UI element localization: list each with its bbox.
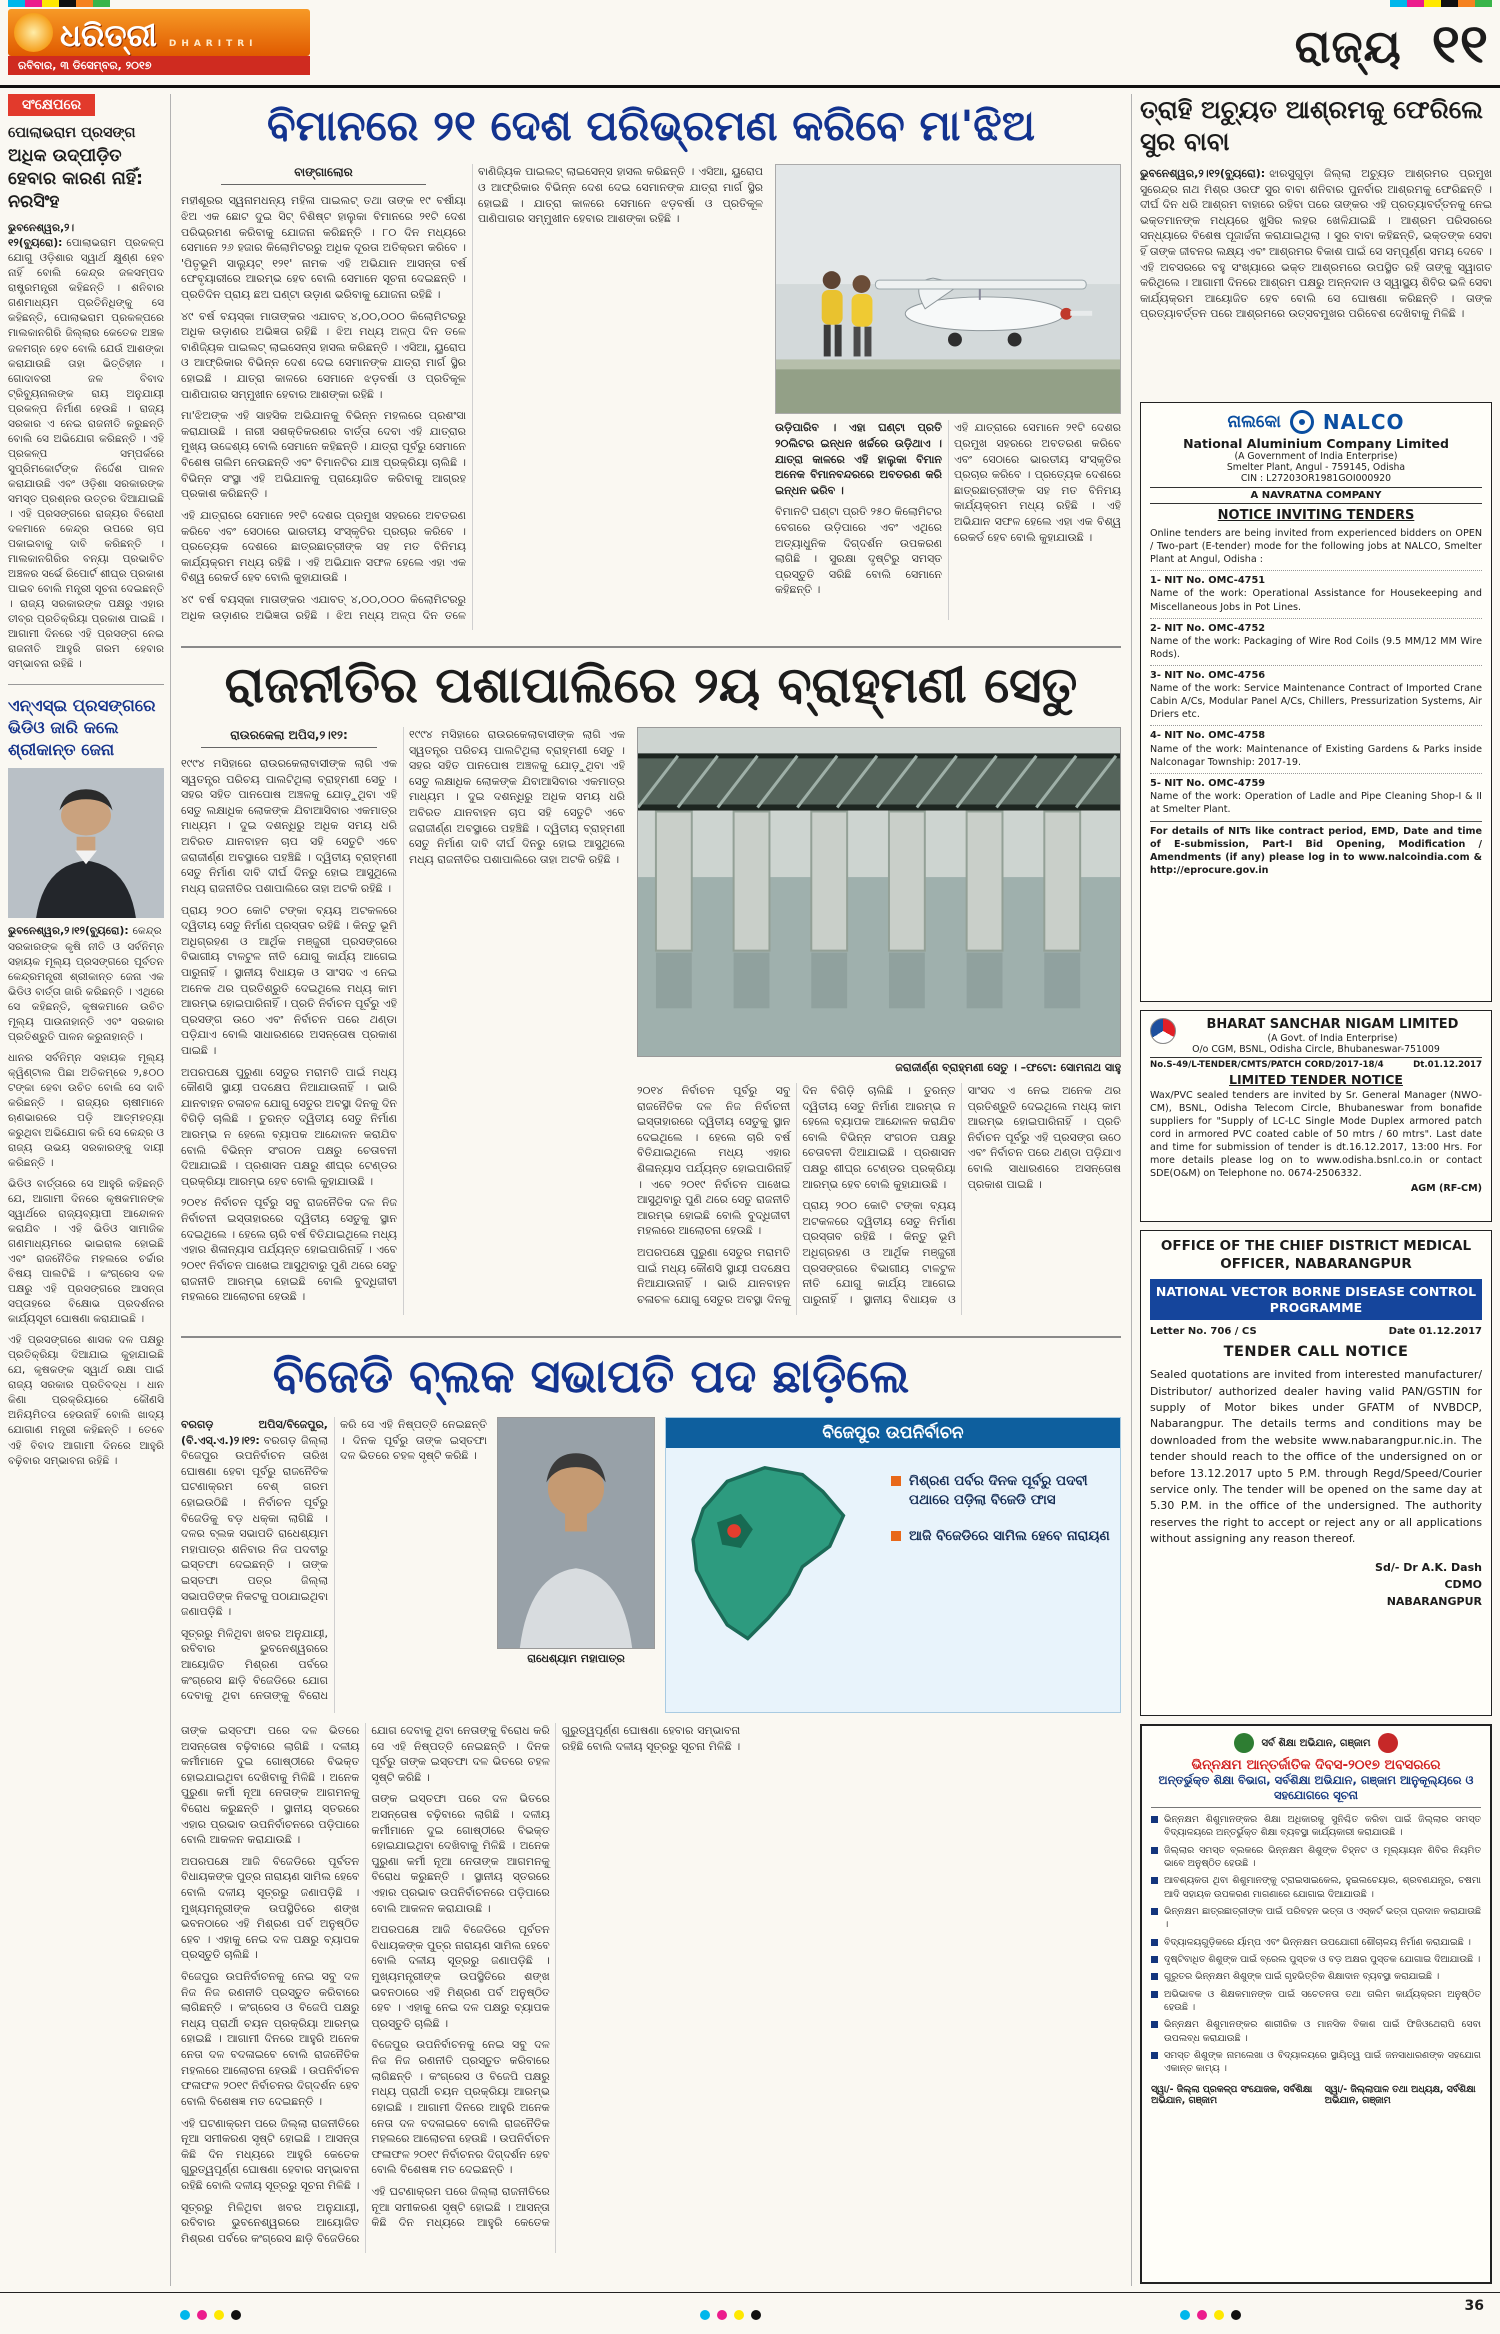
article-plane-tour — [181, 94, 1121, 646]
right-column — [1140, 94, 1492, 2286]
signature-place: NABARANGPUR — [1386, 1595, 1482, 1609]
bullet-square-icon — [1151, 2052, 1158, 2059]
company-subtitle: (A Government of India Enterprise) — [1234, 451, 1398, 462]
dateline: ଭୁବନେଶ୍ୱର,୨।୧୨(ବ୍ୟୁରୋ): — [8, 222, 75, 250]
nalco-emblem-icon — [1290, 410, 1314, 434]
notice-subtitle: ଅନ୍ତର୍ଭୁକ୍ତ ଶିକ୍ଷା ବିଭାଗ, ସର୍ବଶିକ୍ଷା ଅଭିଯାନ, ଗଞ୍ଜାମ ଆନୁକୂଲ୍ୟରେ ଓ ସହଯୋଗରେ ସୂଚନା — [1151, 1773, 1481, 1808]
company-subtitle: (A Govt. of India Enterprise) — [1267, 1032, 1398, 1044]
radheshyam-photo-block — [497, 1417, 655, 1713]
notice-bullet: ସମସ୍ତ ଶିଶୁଙ୍କ ନାମଲେଖା ଓ ବିଦ୍ୟାଳୟରେ ସ୍ଥାୟିତ୍ୱ ପାଇଁ ଜନସାଧାରଣଙ୍କ ସହଯୋଗ ଏକାନ୍ତ କାମ୍ୟ । — [1151, 2049, 1481, 2076]
notice-title: LIMITED TENDER NOTICE — [1229, 1072, 1403, 1087]
radheshyam-photo — [497, 1417, 655, 1649]
masthead-logo-box — [8, 9, 310, 56]
article-body: ୪୯ ବର୍ଷ ବୟସ୍କା ମାତାଙ୍କର ଏଯାବତ୍ ୪,୦୦,୦୦୦ କିଲୋମିଟରରୁ ଅଧିକ ଉଡ଼ାଣର ଅଭିଜ୍ଞତା ରହିଛି । ଝିଅ ମଧ୍ୟ ଅଳ୍ପ ଦିନ ତଳେ ବାଣିଜ୍ୟିକ ପାଇଲଟ୍ ଲାଇସେନ୍ସ ହାସଲ କରିଛନ୍ତି । ଏସିଆ, ୟୁରୋପ ଓ ଆଫ୍ରିକାର ବିଭିନ୍ନ ଦେଶ ଦେଇ ସେମାନଙ୍କ ଯାତ୍ରା ମାର୍ଗ ସ୍ଥିର ହୋଇଛି । ଯାତ୍ରା କାଳରେ ସେମାନେ ଝଡ଼ବର୍ଷା ଓ ପ୍ରତିକୂଳ ପାଣିପାଗର ସମ୍ମୁଖୀନ ହେବାର ଆଶଙ୍କା ରହିଛି । — [181, 309, 466, 401]
dateline: ଭୁବନେଶ୍ୱର,୨।୧୨(ବ୍ୟୁରୋ): — [1140, 167, 1266, 180]
article-body: ଅପରପକ୍ଷେ ପୁରୁଣା ସେତୁର ମରାମତି ପାଇଁ ମଧ୍ୟ କୌଣସି ସ୍ଥାୟୀ ପଦକ୍ଷେପ ନିଆଯାଉନାହିଁ । ଭାରି ଯାନବାହନ ଚଳାଚଳ ଯୋଗୁ ସେତୁର ଅବସ୍ଥା ଦିନକୁ ଦିନ ବିଗିଡ଼ି ଚାଲିଛି । ତୁରନ୍ତ ଦ୍ୱିତୀୟ ସେତୁ ନିର୍ମାଣ ଆରମ୍ଭ ନ ହେଲେ ବ୍ୟାପକ ଆନ୍ଦୋଳନ କରାଯିବ ବୋଲି ବିଭିନ୍ନ ସଂଗଠନ ପକ୍ଷରୁ ଚେତାବନୀ ଦିଆଯାଇଛି । ପ୍ରଶାସନ ପକ୍ଷରୁ ଶୀଘ୍ର ଟେଣ୍ଡର ପ୍ରକ୍ରିୟା ଆରମ୍ଭ ହେବ ବୋଲି କୁହାଯାଉଛି । — [637, 1084, 956, 1306]
article-body: ଭୁବନେଶ୍ୱର,୨।୧୨(ବ୍ୟୁରୋ): ଝାରସୁଗୁଡ଼ା ଜିଲ୍ଲା ଅଚ୍ୟୁତ ଆଶ୍ରମର ପ୍ରମୁଖ ସୁରେନ୍ଦ୍ର ନାଥ ମିଶ୍ର ଓରଫ ସୁର ବାବା ଶନିବାର ପୁନର୍ବାର ଆଶ୍ରମକୁ ଫେରିଛନ୍ତି । ଦୀର୍ଘ ଦିନ ଧରି ଆଶ୍ରମ ବାହାରେ ରହିବା ପରେ ତାଙ୍କର ଏହି ପ୍ରତ୍ୟାବର୍ତ୍ତନକୁ ନେଇ ଭକ୍ତମାନଙ୍କ ମଧ୍ୟରେ ଖୁସିର ଲହର ଖେଳିଯାଇଛି । ଆଶ୍ରମ ପରିସରରେ ସନ୍ଧ୍ୟାରେ ବିଶେଷ ପୂଜାର୍ଚ୍ଚନା କରାଯାଇଥିଲା । ସୁର ବାବା କହିଛନ୍ତି, ଭକ୍ତଙ୍କ ସେବା ହିଁ ତାଙ୍କ ଜୀବନର ଲକ୍ଷ୍ୟ ଏବଂ ଆଶ୍ରମର ବିକାଶ ପାଇଁ ସେ ସମ୍ପୂର୍ଣ୍ଣ ସମୟ ଦେବେ । ଏହି ଅବସରରେ ବହୁ ସଂଖ୍ୟାରେ ଭକ୍ତ ଆଶ୍ରମରେ ଉପସ୍ଥିତ ରହି ତାଙ୍କୁ ସ୍ୱାଗତ କରିଥିଲେ । ଆଗାମୀ ଦିନରେ ଆଶ୍ରମ ପକ୍ଷରୁ ଅନ୍ନଦାନ ଓ ସ୍ୱାସ୍ଥ୍ୟ ଶିବିର ଭଳି ସେବା କାର୍ଯ୍ୟକ୍ରମ ଆୟୋଜିତ ହେବ ବୋଲି ସେ ଘୋଷଣା କରିଛନ୍ତି । ତାଙ୍କ ପ୍ରତ୍ୟାବର୍ତ୍ତନ ପରେ ଆଶ୍ରମରେ ଉତ୍ସବମୁଖର ପରିବେଶ ଦେଖିବାକୁ ମିଳିଛି । — [1140, 167, 1492, 321]
print-registration-dots — [180, 2310, 241, 2320]
bullet-square-icon — [1151, 1991, 1158, 1998]
info-point: ମିଶ୍ରଣ ପର୍ବର ଦିନକ ପୂର୍ବରୁ ପଦବୀ ପଥାରେ ପଡ଼ିଲା ବିଜେଡି ଫାସ — [891, 1472, 1110, 1511]
article-body: ଭୁବନେଶ୍ୱର,୨।୧୨(ବ୍ୟୁରୋ): କେନ୍ଦ୍ର ସରକାରଙ୍କ କୃଷି ନୀତି ଓ ସର୍ବନିମ୍ନ ସହାୟକ ମୂଲ୍ୟ ପ୍ରସଙ୍ଗରେ ପୂର୍ବତନ କେନ୍ଦ୍ରମନ୍ତ୍ରୀ ଶ୍ରୀକାନ୍ତ ଜେନା ଏକ ଭିଡିଓ ବାର୍ତ୍ତା ଜାରି କରିଛନ୍ତି । ଏଥିରେ ସେ କହିଛନ୍ତି, କୃଷକମାନେ ଉଚିତ ମୂଲ୍ୟ ପାଉନାହାନ୍ତି ଏବଂ ସରକାର ପ୍ରତିଶ୍ରୁତି ପାଳନ କରୁନାହାନ୍ତି । — [8, 925, 164, 1043]
infographic-title: ବିଜେପୁର ଉପନିର୍ବାଚନ — [666, 1418, 1120, 1448]
edition-date: ରବିବାର, ୩ ଡିସେମ୍ବର, ୨୦୧୭ — [8, 56, 310, 75]
bullet-square-icon — [891, 1531, 901, 1541]
notice-title: ଭିନ୍ନକ୍ଷମ ଆନ୍ତର୍ଜାତିକ ଦିବସ-୨୦୧୭ ଅବସରରେ — [1191, 1757, 1441, 1773]
bullet-square-icon — [1151, 1956, 1158, 1963]
signature: AGM (RF-CM) — [1410, 1183, 1482, 1195]
article-body: ଭୁବନେଶ୍ୱର,୨।୧୨(ବ୍ୟୁରୋ): ପୋଲାଭରାମ ପ୍ରକଳ୍ପ ଯୋଗୁ ଓଡ଼ିଶାର ସ୍ୱାର୍ଥ କ୍ଷୁଣ୍ଣ ହେବ ନାହିଁ ବୋଲି କେନ୍ଦ୍ର ଜଳସମ୍ପଦ ରାଷ୍ଟ୍ରମନ୍ତ୍ରୀ କହିଛନ୍ତି । ଶନିବାର ଗଣମାଧ୍ୟମ ପ୍ରତିନିଧିଙ୍କୁ ସେ କହିଛନ୍ତି, ପୋଲାଭରାମ ପ୍ରକଳ୍ପରେ ମାଲକାନଗିରି ଜିଲ୍ଲାର କେତେକ ଅଞ୍ଚଳ ଜଳମଗ୍ନ ହେବ ବୋଲି ଯେଉଁ ଆଶଙ୍କା କରାଯାଉଛି ତାହା ଭିତ୍ତିହୀନ । ଗୋଦାବରୀ ଜଳ ବିବାଦ ଟ୍ରିବ୍ୟୁନାଲଙ୍କ ରାୟ ଅନୁଯାୟୀ ପ୍ରକଳ୍ପ ନିର୍ମାଣ ହେଉଛି । ରାଜ୍ୟ ସରକାର ଏ ନେଇ ରାଜନୀତି କରୁଛନ୍ତି ବୋଲି ସେ ଅଭିଯୋଗ କରିଛନ୍ତି । ଏହି ପ୍ରକଳ୍ପ ସମ୍ପର୍କରେ ସୁପ୍ରିମକୋର୍ଟଙ୍କ ନିର୍ଦ୍ଦେଶ ପାଳନ କରାଯାଉଛି ଏବଂ ଓଡ଼ିଶା ସରକାରଙ୍କ ସମସ୍ତ ପ୍ରଶ୍ନର ଉତ୍ତର ଦିଆଯାଇଛି । ଏହି ପ୍ରସଙ୍ଗରେ ରାଜ୍ୟର ବିରୋଧୀ ଦଳମାନେ କେନ୍ଦ୍ର ଉପରେ ଚାପ ପକାଇବାକୁ ଦାବି କରିଛନ୍ତି । ମାଲକାନଗିରିର ବନ୍ୟା ପ୍ରଭାବିତ ଅଞ୍ଚଳର ସର୍ଭେ ରିପୋର୍ଟ ଶୀଘ୍ର ପ୍ରକାଶ ପାଇବ ବୋଲି ମନ୍ତ୍ରୀ ସୂଚନା ଦେଇଛନ୍ତି । ରାଜ୍ୟ ସରକାରଙ୍କ ପକ୍ଷରୁ ଏହାର ତୀବ୍ର ପ୍ରତିକ୍ରିୟା ପ୍ରକାଶ ପାଇଛି । ଆଗାମୀ ଦିନରେ ଏହି ପ୍ରସଙ୍ଗ ନେଇ ରାଜନୀତି ଆହୁରି ଗରମ ହେବାର ସମ୍ଭାବନା ରହିଛି । — [8, 222, 164, 671]
office-line: O/o CGM, BSNL, Odisha Circle, Bhubaneswar-751009 — [1150, 1044, 1482, 1058]
masthead — [8, 9, 310, 75]
brief-article-polavaram — [8, 125, 164, 672]
article-body: ସୂତ୍ରରୁ ମିଳିଥିବା ଖବର ଅନୁଯାୟୀ, ରବିବାର ଭୁବନେଶ୍ୱରରେ ଆୟୋଜିତ ମିଶ୍ରଣ ପର୍ବରେ କଂଗ୍ରେସ ଛାଡ଼ି ବିଜେଡିରେ ଯୋଗ ଦେବାକୁ ଥିବା ନେତାଙ୍କୁ ବିରୋଧ କରି ସେ ଏହି ନିଷ୍ପତ୍ତି ନେଇଛନ୍ତି । ଦିନକ ପୂର୍ବରୁ ତାଙ୍କ ଇସ୍ତଫା ଦଳ ଭିତରେ ଚହଳ ସୃଷ୍ଟି କରିଛି । — [181, 1417, 487, 1703]
notice-bullet: ଭିନ୍ନକ୍ଷମ ଶିଶୁମାନଙ୍କର ଶାରୀରିକ ଓ ମାନସିକ ବିକାଶ ପାଇଁ ଫିଜିଓଥେରାପି ସେବା ଉପଲବ୍ଧ କରାଯାଉଛି । — [1151, 2018, 1481, 2045]
dateline: ବାଙ୍ଗାଲୋର — [221, 164, 426, 185]
brahmani-bridge-photo — [637, 727, 1121, 1057]
letter-number: Letter No. 706 / CS — [1150, 1326, 1257, 1338]
info-point: ଆଜି ବିଜେଡିରେ ସାମିଲ ହେବେ ନାରାୟଣ — [891, 1527, 1110, 1547]
paper-name-latin: DHARITRI — [168, 39, 258, 49]
bsnl-tender-notice — [1140, 1010, 1492, 1222]
article-kicker: ପୋଲାଭରାମ ପ୍ରସଙ୍ଗ — [8, 125, 136, 141]
photo-caption: ରାଧେଶ୍ୟାମ ମହାପାତ୍ର — [527, 1651, 625, 1665]
notice-bullet: ଜିଲ୍ଲାର ସମସ୍ତ ବ୍ଲକରେ ଭିନ୍ନକ୍ଷମ ଶିଶୁଙ୍କ ଚିହ୍ନଟ ଓ ମୂଲ୍ୟାୟନ ଶିବିର ନିୟମିତ ଭାବେ ଅନୁଷ୍ଠିତ ହେଉଛି । — [1151, 1844, 1481, 1871]
bullet-square-icon — [1151, 1908, 1158, 1915]
article-body: ବରଗଡ଼ ଅପିସ/ବିଜେପୁର,(ବି.ଏସ୍.ଏ.)୨।୧୨: ବରଗଡ଼ ଜିଲ୍ଲା ବିଜେପୁର ଉପନିର୍ବାଚନ ତାରିଖ ଘୋଷଣା ହେବା ପୂର୍ବରୁ ରାଜନୈତିକ ଘଟଣାକ୍ରମ ବେଶ୍ ଗରମ ହୋଇଉଠିଛି । ନିର୍ବାଚନ ପୂର୍ବରୁ ବିଜେଡିକୁ ବଡ଼ ଧକ୍କା ଲାଗିଛି । ଦଳର ବ୍ଲକ ସଭାପତି ରାଧେଶ୍ୟାମ ମହାପାତ୍ର ଶନିବାର ନିଜ ପଦବୀରୁ ଇସ୍ତଫା ଦେଇଛନ୍ତି । ତାଙ୍କ ଇସ୍ତଫା ପତ୍ର ଜିଲ୍ଲା ସଭାପତିଙ୍କ ନିକଟକୁ ପଠାଯାଇଥିବା ଜଣାପଡ଼ିଛି । — [181, 1417, 328, 1619]
bullet-square-icon — [1151, 1973, 1158, 1980]
article-body: ୪୯ ବର୍ଷ ବୟସ୍କା ମାତାଙ୍କର ଏଯାବତ୍ ୪,୦୦,୦୦୦ କିଲୋମିଟରରୁ ଅଧିକ ଉଡ଼ାଣର ଅଭିଜ୍ଞତା ରହିଛି । ଝିଅ ମଧ୍ୟ ଅଳ୍ପ ଦିନ ତଳେ ବାଣିଜ୍ୟିକ ପାଇଲଟ୍ ଲାଇସେନ୍ସ ହାସଲ କରିଛନ୍ତି । ଏସିଆ, ୟୁରୋପ ଓ ଆଫ୍ରିକାର ବିଭିନ୍ନ ଦେଶ ଦେଇ ସେମାନଙ୍କ ଯାତ୍ରା ମାର୍ଗ ସ୍ଥିର ହୋଇଛି । ଯାତ୍ରା କାଳରେ ସେମାନେ ଝଡ଼ବର୍ଷା ଓ ପ୍ରତିକୂଳ ପାଣିପାଗର ସମ୍ମୁଖୀନ ହେବାର ଆଶଙ୍କା ରହିଛି । — [181, 165, 763, 622]
article-brahmani-bridge — [181, 646, 1121, 1336]
article-body: ୨୦୧୪ ନିର୍ବାଚନ ପୂର୍ବରୁ ସବୁ ରାଜନୈତିକ ଦଳ ନିଜ ନିର୍ବାଚନୀ ଇସ୍ତାହାରରେ ଦ୍ୱିତୀୟ ସେତୁକୁ ସ୍ଥାନ ଦେଇଥିଲେ । ହେଲେ ଚାରି ବର୍ଷ ବିତିଯାଇଥିଲେ ମଧ୍ୟ ଏହାର ଶିଳାନ୍ୟାସ ପର୍ଯ୍ୟନ୍ତ ହୋଇପାରିନାହିଁ । ଏବେ ୨୦୧୯ ନିର୍ବାଚନ ପାଖେଇ ଆସୁଥିବାରୁ ପୁଣି ଥରେ ସେତୁ ରାଜନୀତି ଆରମ୍ଭ ହୋଇଛି ବୋଲି ବୁଦ୍ଧିଜୀବୀ ମହଲରେ ଆଲୋଚନା ହେଉଛି । — [181, 1196, 397, 1304]
nalco-latin-logo: NALCO — [1322, 410, 1405, 434]
tender-item: 3- NIT No. OMC-4756 Name of the work: Service Maintenance Contract of Imported Crane Cabin A/Cs, Modular Panel A/Cs, Chillers, Pressurization Systems, Air Driers etc. — [1150, 665, 1482, 721]
bsnl-logo-icon — [1150, 1018, 1176, 1044]
article-body: ପ୍ରାୟ ୨୦୦ କୋଟି ଟଙ୍କା ବ୍ୟୟ ଅଟକଳରେ ଦ୍ୱିତୀୟ ସେତୁ ନିର୍ମାଣ ପ୍ରସ୍ତାବ ରହିଛି । କିନ୍ତୁ ଭୂମି ଅଧିଗ୍ରହଣ ଓ ଆର୍ଥିକ ମଞ୍ଜୁରୀ ପ୍ରସଙ୍ଗରେ ବିଭାଗୀୟ ଟାଳଟୁଳ ନୀତି ଯୋଗୁ କାର୍ଯ୍ୟ ଆଗେଇ ପାରୁନାହିଁ । ସ୍ଥାନୀୟ ବିଧାୟକ ଓ ସାଂସଦ ଏ ନେଇ ଅନେକ ଥର ପ୍ରତିଶ୍ରୁତି ଦେଇଥିଲେ ମଧ୍ୟ କାମ ଆରମ୍ଭ ହୋଇପାରିନାହିଁ । ପ୍ରତି ନିର୍ବାଚନ ପୂର୍ବରୁ ଏହି ପ୍ରସଙ୍ଗ ଉଠେ ଏବଂ ନିର୍ବାଚନ ପରେ ଥଣ୍ଡା ପଡ଼ିଯାଏ ବୋଲି ସାଧାରଣରେ ଅସନ୍ତୋଷ ପ୍ରକାଶ ପାଇଛି । — [802, 1084, 1121, 1306]
cdmo-tender-notice — [1140, 1230, 1492, 1716]
article-body: ମହୀଶୂରର ସ୍ୱନାମଧନ୍ୟ ମହିଳା ପାଇଲଟ୍ ତଥା ତାଙ୍କ ୧୯ ବର୍ଷୀୟା ଝିଅ ଏକ ଛୋଟ ଦୁଇ ସିଟ୍ ବିଶିଷ୍ଟ ହାଲୁକା ବିମାନରେ ୨୧ଟି ଦେଶ ପରିଭ୍ରମଣ କରିବାକୁ ଯୋଜନା କରିଛନ୍ତି । ୮୦ ଦିନ ମଧ୍ୟରେ ସେମାନେ ୨୬ ହଜାର କିଲୋମିଟରରୁ ଅଧିକ ଦୂରତା ଅତିକ୍ରମ କରିବେ । 'ପିତୃଭୂମି ସାଲ୍ୟୁଟ୍ ୧୨୧' ନାମକ ଏହି ଅଭିଯାନ ଆସନ୍ତା ବର୍ଷ ଫେବୃୟାରୀରେ ଆରମ୍ଭ ହେବ ବୋଲି ସେମାନେ ସୂଚନା ଦେଇଛନ୍ତି । ପ୍ରତିଦିନ ପ୍ରାୟ ଛଅ ଘଣ୍ଟା ଉଡ଼ାଣ ଭରିବାକୁ ଯୋଜନା ରହିଛି । — [181, 194, 466, 301]
office-name: OFFICE OF THE CHIEF DISTRICT MEDICAL OFFICER, NABARANGPUR — [1160, 1238, 1472, 1272]
nalco-odia-logo: ନାଲକୋ — [1227, 412, 1281, 432]
article-body: ବିଜେପୁର ଉପନିର୍ବାଚନକୁ ନେଇ ସବୁ ଦଳ ନିଜ ନିଜ ରଣନୀତି ପ୍ରସ୍ତୁତ କରିବାରେ ଲାଗିଛନ୍ତି । କଂଗ୍ରେସ ଓ ବିଜେପି ପକ୍ଷରୁ ମଧ୍ୟ ପ୍ରାର୍ଥୀ ଚୟନ ପ୍ରକ୍ରିୟା ଆରମ୍ଭ ହୋଇଛି । ଆଗାମୀ ଦିନରେ ଆହୁରି ଅନେକ ନେତା ଦଳ ବଦଳାଇବେ ବୋଲି ରାଜନୈତିକ ମହଲରେ ଆଲୋଚନା ହେଉଛି । ଉପନିର୍ବାଚନ ଫଳାଫଳ ୨୦୧୯ ନିର୍ବାଚନର ଦିଗ୍‌ଦର୍ଶନ ହେବ ବୋଲି ବିଶେଷଜ୍ଞ ମତ ଦେଇଛନ୍ତି । — [181, 1970, 360, 2108]
bijepur-infographic — [665, 1417, 1121, 1713]
tender-item: 4- NIT No. OMC-4758 Name of the work: Maintenance of Existing Gardens & Parks inside Nalconagar Township: 2017-19. — [1150, 725, 1482, 768]
article-body: ତାଙ୍କ ଇସ୍ତଫା ପରେ ଦଳ ଭିତରେ ଅସନ୍ତୋଷ ବଢ଼ିବାରେ ଲାଗିଛି । ଦଳୀୟ କର୍ମୀମାନେ ଦୁଇ ଗୋଷ୍ଠୀରେ ବିଭକ୍ତ ହୋଇଯାଇଥିବା ଦେଖିବାକୁ ମିଳିଛି । ଅନେକ ପୁରୁଣା କର୍ମୀ ନୂଆ ନେତାଙ୍କ ଆଗମନକୁ ବିରୋଧ କରୁଛନ୍ତି । ସ୍ଥାନୀୟ ସ୍ତରରେ ଏହାର ପ୍ରଭାବ ଉପନିର୍ବାଚନରେ ପଡ଼ିପାରେ ବୋଲି ଆକଳନ କରାଯାଉଛି । — [371, 1792, 550, 1915]
signature-left: ସ୍ୱା/- ଜିଲ୍ଲା ପ୍ରକଳ୍ପ ସଂଯୋଜକ, ସର୍ବଶିକ୍ଷା ଅଭିଯାନ, ଗଞ୍ଜାମ — [1151, 2083, 1313, 2106]
bullet-square-icon — [1151, 1847, 1158, 1854]
footer-rule — [0, 2292, 1500, 2293]
notice-intro: Online tenders are being invited from experienced bidders on OPEN / Two-part (E-tender) mode for the following jobs at NALCO, Smelter Plant at Angul, Odisha : — [1150, 528, 1482, 566]
article-bjd-resignation — [181, 1336, 1121, 2274]
article-body: ଏହି ପ୍ରସଙ୍ଗରେ ଶାସକ ଦଳ ପକ୍ଷରୁ ପ୍ରତିକ୍ରିୟା ଦିଆଯାଇ କୁହାଯାଇଛି ଯେ, କୃଷକଙ୍କ ସ୍ୱାର୍ଥ ରକ୍ଷା ପାଇଁ ରାଜ୍ୟ ସରକାର ପ୍ରତିବଦ୍ଧ । ଧାନ କିଣା ପ୍ରକ୍ରିୟାରେ କୌଣସି ଅନିୟମିତତା ହେଉନାହିଁ ବୋଲି ଖାଦ୍ୟ ଯୋଗାଣ ମନ୍ତ୍ରୀ କହିଛନ୍ତି । ତେବେ ଏହି ବିବାଦ ଆଗାମୀ ଦିନରେ ଆହୁରି ବଢ଼ିବାର ସମ୍ଭାବନା ରହିଛି । — [8, 1334, 164, 1467]
print-registration-bar-right — [1390, 0, 1492, 7]
sun-logo-icon — [14, 13, 53, 52]
company-cin: CIN : L27203OR1981GOI000920 — [1240, 473, 1392, 484]
brief-column — [8, 94, 164, 2286]
article-body: ତାଙ୍କ ଇସ୍ତଫା ପରେ ଦଳ ଭିତରେ ଅସନ୍ତୋଷ ବଢ଼ିବାରେ ଲାଗିଛି । ଦଳୀୟ କର୍ମୀମାନେ ଦୁଇ ଗୋଷ୍ଠୀରେ ବିଭକ୍ତ ହୋଇଯାଇଥିବା ଦେଖିବାକୁ ମିଳିଛି । ଅନେକ ପୁରୁଣା କର୍ମୀ ନୂଆ ନେତାଙ୍କ ଆଗମନକୁ ବିରୋଧ କରୁଛନ୍ତି । ସ୍ଥାନୀୟ ସ୍ତରରେ ଏହାର ପ୍ରଭାବ ଉପନିର୍ବାଚନରେ ପଡ଼ିପାରେ ବୋଲି ଆକଳନ କରାଯାଉଛି । — [181, 1723, 360, 1847]
article-body: ଅପରପକ୍ଷେ ଆଜି ବିଜେଡିରେ ପୂର୍ବତନ ବିଧାୟକଙ୍କ ପୁତ୍ର ନାରାୟଣ ସାମିଲ ହେବେ ବୋଲି ଦଳୀୟ ସୂତ୍ରରୁ ଜଣାପଡ଼ିଛି । ମୁଖ୍ୟମନ୍ତ୍ରୀଙ୍କ ଉପସ୍ଥିତିରେ ଶଙ୍ଖ ଭବନଠାରେ ଏହି ମିଶ୍ରଣ ପର୍ବ ଅନୁଷ୍ଠିତ ହେବ । ଏହାକୁ ନେଇ ଦଳ ପକ୍ଷରୁ ବ୍ୟାପକ ପ୍ରସ୍ତୁତି ଚାଲିଛି । — [371, 1923, 550, 2030]
notice-bullet: ବିଦ୍ୟାଳୟଗୁଡ଼ିକରେ ର୍ୟାମ୍ପ ଏବଂ ଭିନ୍ନକ୍ଷମ ଉପଯୋଗୀ ଶୌଚାଳୟ ନିର୍ମାଣ କରାଯାଇଛି । — [1151, 1936, 1481, 1949]
print-page-number: 36 — [1464, 2298, 1484, 2314]
signature-name: Sd/- Dr A.K. Dash — [1375, 1561, 1482, 1575]
article-body: ବିମାନଟି ଘଣ୍ଟା ପ୍ରତି ୨୫୦ କିଲୋମିଟର ବେଗରେ ଉଡ଼ିପାରେ ଏବଂ ଏଥିରେ ଅତ୍ୟାଧୁନିକ ଦିଗ୍‌ଦର୍ଶନ ଉପକରଣ ଲାଗିଛି । ସୁରକ୍ଷା ଦୃଷ୍ଟିରୁ ସମସ୍ତ ପ୍ରସ୍ତୁତି ସରିଛି ବୋଲି ସେମାନେ କହିଛନ୍ତି । — [775, 505, 942, 597]
company-name: National Aluminium Company Limited — [1183, 436, 1449, 451]
navratna-line: A NAVRATNA COMPANY — [1150, 487, 1482, 504]
article-body: ୧୯୯୪ ମସିହାରେ ରାଉରକେଲାବାସୀଙ୍କ ଲାଗି ଏକ ସ୍ୱତନ୍ତ୍ର ପରିଚୟ ପାଲଟିଥିଲା ବ୍ରାହ୍ମଣୀ ସେତୁ । ସହର ସହିତ ପାନପୋଷ ଅଞ୍ଚଳକୁ ଯୋଡ଼ୁଥିବା ଏହି ସେତୁ ଲକ୍ଷାଧିକ ଲୋକଙ୍କ ଯିବାଆସିବାର ଏକମାତ୍ର ମାଧ୍ୟମ । ଦୁଇ ଦଶନ୍ଧିରୁ ଅଧିକ ସମୟ ଧରି ଅବିରତ ଯାନବାହନ ଚାପ ସହି ସେତୁଟି ଏବେ ଜରାଜୀର୍ଣ୍ଣ ଅବସ୍ଥାରେ ପହଞ୍ଚିଛି । ଦ୍ୱିତୀୟ ବ୍ରାହ୍ମଣୀ ସେତୁ ନିର୍ମାଣ ଦାବି ଦୀର୍ଘ ଦିନରୁ ହୋଇ ଆସୁଥିଲେ ମଧ୍ୟ ରାଜନୀତିର ପଶାପାଲିରେ ତାହା ଅଟକି ରହିଛି । — [409, 728, 625, 866]
notice-footer: For details of NITs like contract period, EMD, Date and time of E-submission, Part-I Bid Opening, Modification / Amendments (if any) please log in to www.nalcoindia.com & http://eprocure.gov.in — [1150, 821, 1482, 877]
photo-caption: ଜରାଜୀର୍ଣ୍ଣ ବ୍ରାହ୍ମଣୀ ସେତୁ । –ଫଟୋ: ସୋମନାଥ ସାହୁ — [895, 1061, 1121, 1074]
district-logo-icon — [1378, 1733, 1398, 1753]
section-page-number: ୧୧ — [1431, 12, 1488, 75]
bullet-square-icon — [1151, 1877, 1158, 1884]
aircraft-photo — [775, 164, 1121, 414]
article-body: ଅପରପକ୍ଷେ ପୁରୁଣା ସେତୁର ମରାମତି ପାଇଁ ମଧ୍ୟ କୌଣସି ସ୍ଥାୟୀ ପଦକ୍ଷେପ ନିଆଯାଉନାହିଁ । ଭାରି ଯାନବାହନ ଚଳାଚଳ ଯୋଗୁ ସେତୁର ଅବସ୍ଥା ଦିନକୁ ଦିନ ବିଗିଡ଼ି ଚାଲିଛି । ତୁରନ୍ତ ଦ୍ୱିତୀୟ ସେତୁ ନିର୍ମାଣ ଆରମ୍ଭ ନ ହେଲେ ବ୍ୟାପକ ଆନ୍ଦୋଳନ କରାଯିବ ବୋଲି ବିଭିନ୍ନ ସଂଗଠନ ପକ୍ଷରୁ ଚେତାବନୀ ଦିଆଯାଇଛି । ପ୍ରଶାସନ ପକ୍ଷରୁ ଶୀଘ୍ର ଟେଣ୍ଡର ପ୍ରକ୍ରିୟା ଆରମ୍ଭ ହେବ ବୋଲି କୁହାଯାଉଛି । — [181, 1065, 397, 1188]
bullet-square-icon — [891, 1476, 901, 1486]
print-registration-bar-left — [8, 0, 110, 7]
nalco-tender-notice — [1140, 402, 1492, 1002]
company-address: Smelter Plant, Angul - 759145, Odisha — [1226, 462, 1406, 473]
article-body: ଅପରପକ୍ଷେ ଆଜି ବିଜେଡିରେ ପୂର୍ବତନ ବିଧାୟକଙ୍କ ପୁତ୍ର ନାରାୟଣ ସାମିଲ ହେବେ ବୋଲି ଦଳୀୟ ସୂତ୍ରରୁ ଜଣାପଡ଼ିଛି । ମୁଖ୍ୟମନ୍ତ୍ରୀଙ୍କ ଉପସ୍ଥିତିରେ ଶଙ୍ଖ ଭବନଠାରେ ଏହି ମିଶ୍ରଣ ପର୍ବ ଅନୁଷ୍ଠିତ ହେବ । ଏହାକୁ ନେଇ ଦଳ ପକ୍ଷରୁ ବ୍ୟାପକ ପ୍ରସ୍ତୁତି ଚାଲିଛି । — [181, 1854, 360, 1962]
notice-body: Sealed quotations are invited from interested manufacturer/ Distributor/ authorized dealer having valid PAN/GSTIN for supply of Motor bikes under GFATM of NVBDCP, Nabarangpur. The details terms and conditions may be downloaded from the website www.nabarangpur.nic.in. The tender should reach to the office of the undersigned on or before 13.12.2017 upto 5 P.M. through Regd/Speed/Courier service only. The tender will be opened on the same day at 5.30 P.M. in the office of the undersigned. The authority reserves the right to accept or reject any or all applications without assigning any reason thereof. — [1150, 1368, 1482, 1545]
article-body: ସୂତ୍ରରୁ ମିଳିଥିବା ଖବର ଅନୁଯାୟୀ, ରବିବାର ଭୁବନେଶ୍ୱରରେ ଆୟୋଜିତ ମିଶ୍ରଣ ପର୍ବରେ କଂଗ୍ରେସ ଛାଡ଼ି ବିଜେଡିରେ ଯୋଗ ଦେବାକୁ ଥିବା ନେତାଙ୍କୁ ବିରୋଧ କରି ସେ ଏହି ନିଷ୍ପତ୍ତି ନେଇଛନ୍ତି । ଦିନକ ପୂର୍ବରୁ ତାଙ୍କ ଇସ୍ତଫା ଦଳ ଭିତରେ ଚହଳ ସୃଷ୍ଟି କରିଛି । — [181, 1723, 550, 2245]
article-headline: ଅଧିକ ଉଦ୍‌ପୀଡ଼ିତ ହେବାର କାରଣ ନାହିଁ: ନରସିଂହ — [8, 146, 144, 212]
brief-section-label: ସଂକ୍ଷେପରେ — [8, 94, 95, 116]
article-headline: ରାଜନୀତିର ପଶାପାଲିରେ ୨ୟ ବ୍ରାହ୍ମଣୀ ସେତୁ — [224, 656, 1078, 714]
section-label: ରାଜ୍ୟ — [1294, 20, 1402, 73]
article-sura-baba — [1140, 94, 1492, 394]
article-body: ଧାନର ସର୍ବନିମ୍ନ ସହାୟକ ମୂଲ୍ୟ କ୍ୱିଣ୍ଟାଲ ପିଛା ଅତିକମ୍‌ରେ ୨,୫୦୦ ଟଙ୍କା ହେବା ଉଚିତ ବୋଲି ସେ ଦାବି କରିଛନ୍ତି । ରାଜ୍ୟର ଚାଷୀମାନେ ଋଣଭାରରେ ପଡ଼ି ଆତ୍ମହତ୍ୟା କରୁଥିବା ଅଭିଯୋଗ କରି ସେ କେନ୍ଦ୍ର ଓ ରାଜ୍ୟ ଉଭୟ ସରକାରଙ୍କୁ ଦାୟୀ କରିଛନ୍ତି । — [8, 1051, 164, 1169]
programme-banner: NATIONAL VECTOR BORNE DISEASE CONTROL PROGRAMME — [1150, 1279, 1482, 1320]
notice-date: Dt.01.12.2017 — [1413, 1060, 1482, 1070]
notice-date: Date 01.12.2017 — [1388, 1326, 1482, 1338]
print-registration-dots — [700, 2310, 761, 2320]
article-headline: ଏନ୍‌ଏସ୍‌ଇ ପ୍ରସଙ୍ଗରେ ଭିଡିଓ ଜାରି କଲେ ଶ୍ରୀକାନ୍ତ ଜେନା — [8, 684, 164, 760]
brief-article-jena — [8, 684, 164, 1468]
signature-right: ସ୍ୱା/- ଜିଲ୍ଲାପାଳ ତଥା ଅଧ୍ୟକ୍ଷ, ସର୍ବଶିକ୍ଷା ଅଭିଯାନ, ଗଞ୍ଜାମ — [1324, 2083, 1476, 2106]
article-body: ଭିଡିଓ ବାର୍ତ୍ତାରେ ସେ ଆହୁରି କହିଛନ୍ତି ଯେ, ଆଗାମୀ ଦିନରେ କୃଷକମାନଙ୍କ ସ୍ୱାର୍ଥରେ ରାଜ୍ୟବ୍ୟାପୀ ଆନ୍ଦୋଳନ କରାଯିବ । ଏହି ଭିଡିଓ ସାମାଜିକ ଗଣମାଧ୍ୟମରେ ଭାଇରାଲ ହୋଇଛି ଏବଂ ରାଜନୈ‌ତିକ ମହଲରେ ଚର୍ଚ୍ଚାର ବିଷୟ ପାଲଟିଛି । କଂଗ୍ରେସ ଦଳ ପକ୍ଷରୁ ଏହି ପ୍ରସଙ୍ଗରେ ଆସନ୍ତା ସପ୍ତାହରେ ବିକ୍ଷୋଭ ପ୍ରଦର୍ଶନର କାର୍ଯ୍ୟସୂଚୀ ଘୋଷଣା କରାଯାଇଛି । — [8, 1177, 164, 1326]
article-body: ପ୍ରାୟ ୨୦୦ କୋଟି ଟଙ୍କା ବ୍ୟୟ ଅଟକଳରେ ଦ୍ୱିତୀୟ ସେତୁ ନିର୍ମାଣ ପ୍ରସ୍ତାବ ରହିଛି । କିନ୍ତୁ ଭୂମି ଅଧିଗ୍ରହଣ ଓ ଆର୍ଥିକ ମଞ୍ଜୁରୀ ପ୍ରସଙ୍ଗରେ ବିଭାଗୀୟ ଟାଳଟୁଳ ନୀତି ଯୋଗୁ କାର୍ଯ୍ୟ ଆଗେଇ ପାରୁନାହିଁ । ସ୍ଥାନୀୟ ବିଧାୟକ ଓ ସାଂସଦ ଏ ନେଇ ଅନେକ ଥର ପ୍ରତିଶ୍ରୁତି ଦେଇଥିଲେ ମଧ୍ୟ କାମ ଆରମ୍ଭ ହୋଇପାରିନାହିଁ । ପ୍ରତି ନିର୍ବାଚନ ପୂର୍ବରୁ ଏହି ପ୍ରସଙ୍ଗ ଉଠେ ଏବଂ ନିର୍ବାଚନ ପରେ ଥଣ୍ଡା ପଡ଼ିଯାଏ ବୋଲି ସାଧାରଣରେ ଅସନ୍ତୋଷ ପ୍ରକାଶ ପାଇଛି । — [181, 903, 397, 1057]
article-body: ୧୯୯୪ ମସିହାରେ ରାଉରକେଲାବାସୀଙ୍କ ଲାଗି ଏକ ସ୍ୱତନ୍ତ୍ର ପରିଚୟ ପାଲଟିଥିଲା ବ୍ରାହ୍ମଣୀ ସେତୁ । ସହର ସହିତ ପାନପୋଷ ଅଞ୍ଚଳକୁ ଯୋଡ଼ୁଥିବା ଏହି ସେତୁ ଲକ୍ଷାଧିକ ଲୋକଙ୍କ ଯିବାଆସିବାର ଏକମାତ୍ର ମାଧ୍ୟମ । ଦୁଇ ଦଶନ୍ଧିରୁ ଅଧିକ ସମୟ ଧରି ଅବିରତ ଯାନବାହନ ଚାପ ସହି ସେତୁଟି ଏବେ ଜରାଜୀର୍ଣ୍ଣ ଅବସ୍ଥାରେ ପହଞ୍ଚିଛି । ଦ୍ୱିତୀୟ ବ୍ରାହ୍ମଣୀ ସେତୁ ନିର୍ମାଣ ଦାବି ଦୀର୍ଘ ଦିନରୁ ହୋଇ ଆସୁଥିଲେ ମଧ୍ୟ ରାଜନୀତିର ପଶାପାଲିରେ ତାହା ଅଟକି ରହିଛି । — [181, 757, 397, 895]
notice-bullet: ଗୁରୁତର ଭିନ୍ନକ୍ଷମ ଶିଶୁଙ୍କ ପାଇଁ ଗୃହଭିତ୍ତିକ ଶିକ୍ଷାଦାନ ବ୍ୟବସ୍ଥା କରାଯାଇଛି । — [1151, 1970, 1481, 1983]
page-header — [0, 0, 1500, 88]
dateline: ବରଗଡ଼ ଅପିସ/ବିଜେପୁର,(ବି.ଏସ୍.ଏ.)୨।୧୨: — [181, 1417, 328, 1447]
bullet-square-icon — [1151, 2021, 1158, 2028]
notice-top-line: ସର୍ବ ଶିକ୍ଷା ଅଭିଯାନ, ଗଞ୍ଜାମ — [1261, 1737, 1371, 1749]
notice-bullet: ଦୃଷ୍ଟିବାଧିତ ଶିଶୁଙ୍କ ପାଇଁ ବ୍ରେଲ ପୁସ୍ତକ ଓ ବଡ଼ ଅକ୍ଷର ପୁସ୍ତକ ଯୋଗାଇ ଦିଆଯାଉଛି । — [1151, 1953, 1481, 1966]
notice-title: TENDER CALL NOTICE — [1223, 1344, 1409, 1361]
reference-number: No.S-49/L-TENDER/CMTS/PATCH CORD/2017-18/4 — [1150, 1060, 1384, 1070]
article-body: ବିଜେପୁର ଉପନିର୍ବାଚନକୁ ନେଇ ସବୁ ଦଳ ନିଜ ନିଜ ରଣନୀତି ପ୍ରସ୍ତୁତ କରିବାରେ ଲାଗିଛନ୍ତି । କଂଗ୍ରେସ ଓ ବିଜେପି ପକ୍ଷରୁ ମଧ୍ୟ ପ୍ରାର୍ଥୀ ଚୟନ ପ୍ରକ୍ରିୟା ଆରମ୍ଭ ହୋଇଛି । ଆଗାମୀ ଦିନରେ ଆହୁରି ଅନେକ ନେତା ଦଳ ବଦଳାଇବେ ବୋଲି ରାଜନୈତିକ ମହଲରେ ଆଲୋଚନା ହେଉଛି । ଉପନିର୍ବାଚନ ଫଳାଫଳ ୨୦୧୯ ନିର୍ବାଚନର ଦିଗ୍‌ଦର୍ଶନ ହେବ ବୋଲି ବିଶେଷଜ୍ଞ ମତ ଦେଇଛନ୍ତି । — [371, 2038, 550, 2177]
article-headline: ତ୍ରାହି ଅଚ୍ୟୁତ ଆଶ୍ରମକୁ ଫେରିଲେ ସୁର ବାବା — [1140, 95, 1484, 156]
ssa-logo-icon — [1234, 1733, 1254, 1753]
tender-item: 2- NIT No. OMC-4752 Name of the work: Packaging of Wire Rod Coils (9.5 MM/12 MM Wire Rods). — [1150, 618, 1482, 661]
article-body: ମା'ଝିଅଙ୍କ ଏହି ସାହସିକ ଅଭିଯାନକୁ ବିଭିନ୍ନ ମହଲରେ ପ୍ରଶଂସା କରାଯାଉଛି । ନାରୀ ସଶକ୍ତିକରଣର ବାର୍ତ୍ତା ଦେବା ଏହି ଯାତ୍ରାର ମୁଖ୍ୟ ଉଦ୍ଦେଶ୍ୟ ବୋଲି ସେମାନେ କହିଛନ୍ତି । ଯାତ୍ରା ପୂର୍ବରୁ ସେମାନେ ବିଶେଷ ତାଲିମ ନେଉଛନ୍ତି ଏବଂ ବିମାନଟିର ଯାଞ୍ଚ ପ୍ରକ୍ରିୟା ଚାଲିଛି । ବିଭିନ୍ନ ସଂସ୍ଥା ଏହି ଅଭିଯାନକୁ ପ୍ରାୟୋଜିତ କରିବାକୁ ଆଗ୍ରହ ପ୍ରକାଶ କରିଛନ୍ତି । — [181, 409, 466, 501]
photo-note: ଉଡ଼ିପାରିବ । ଏହା ଘଣ୍ଟା ପ୍ରତି ୨୦ଲିଟର ଇନ୍ଧନ ଖର୍ଚ୍ଚରେ ଉଡ଼ିଥାଏ । ଯାତ୍ରା କାଳରେ ଏହି ହାଲୁକା ବିମାନ ଅନେକ ବିମାନବନ୍ଦରରେ ଅବତରଣ କରି ଇନ୍ଧନ ଭରିବ । — [775, 421, 942, 497]
article-body: ୨୦୧୪ ନିର୍ବାଚନ ପୂର୍ବରୁ ସବୁ ରାଜନୈତିକ ଦଳ ନିଜ ନିର୍ବାଚନୀ ଇସ୍ତାହାରରେ ଦ୍ୱିତୀୟ ସେତୁକୁ ସ୍ଥାନ ଦେଇଥିଲେ । ହେଲେ ଚାରି ବର୍ଷ ବିତିଯାଇଥିଲେ ମଧ୍ୟ ଏହାର ଶିଳାନ୍ୟାସ ପର୍ଯ୍ୟନ୍ତ ହୋଇପାରିନାହିଁ । ଏବେ ୨୦୧୯ ନିର୍ବାଚନ ପାଖେଇ ଆସୁଥିବାରୁ ପୁଣି ଥରେ ସେତୁ ରାଜନୀତି ଆରମ୍ଭ ହୋଇଛି ବୋଲି ବୁଦ୍ଧିଜୀବୀ ମହଲରେ ଆଲୋଚନା ହେଉଛି । — [637, 1084, 791, 1238]
section-header — [1295, 12, 1488, 76]
tender-item: 5- NIT No. OMC-4759 Name of the work: Operation of Ladle and Pipe Cleaning Shop-I & II at Smelter Plant. — [1150, 773, 1482, 816]
notice-bullet: ଭିନ୍ନକ୍ଷମ ଶିଶୁମାନଙ୍କର ଶିକ୍ଷା ଅଧିକାରକୁ ସୁନିଶ୍ଚିତ କରିବା ପାଇଁ ଜିଲ୍ଲାର ସମସ୍ତ ବିଦ୍ୟାଳୟରେ ଅନ୍ତର୍ଭୁକ୍ତ ଶିକ୍ଷା ବ୍ୟବସ୍ଥା କାର୍ଯ୍ୟକାରୀ କରାଯାଉଛି । — [1151, 1813, 1481, 1840]
dateline: ଭୁବନେଶ୍ୱର,୨।୧୨(ବ୍ୟୁରୋ): — [8, 925, 129, 938]
article-headline: ବିମାନରେ ୨୧ ଦେଶ ପରିଭ୍ରମଣ କରିବେ ମା'ଝିଅ — [267, 101, 1035, 150]
article-body: ଏହି ଯାତ୍ରାରେ ସେମାନେ ୨୧ଟି ଦେଶର ପ୍ରମୁଖ ସହରରେ ଅବତରଣ କରିବେ ଏବଂ ସେଠାରେ ଭାରତୀୟ ସଂସ୍କୃତିର ପ୍ରଚାର କରିବେ । ପ୍ରତ୍ୟେକ ଦେଶରେ ଛାତ୍ରଛାତ୍ରୀଙ୍କ ସହ ମତ ବିନିମୟ କାର୍ଯ୍ୟକ୍ରମ ମଧ୍ୟ ରହିଛି । ଏହି ଅଭିଯାନ ସଫଳ ହେଲେ ଏହା ଏକ ବିଶ୍ୱ ରେକର୍ଡ ହେବ ବୋଲି କୁହାଯାଉଛି । — [181, 508, 466, 585]
main-column — [170, 94, 1132, 2286]
bullet-square-icon — [1151, 1939, 1158, 1946]
print-registration-dots — [1180, 2310, 1241, 2320]
signature-title: CDMO — [1444, 1578, 1482, 1592]
notice-title: NOTICE INVITING TENDERS — [1217, 508, 1415, 523]
ssa-odia-notice — [1140, 1724, 1492, 2284]
odisha-map — [676, 1456, 881, 1681]
notice-bullet: ଆବଶ୍ୟକତା ଥିବା ଶିଶୁମାନଙ୍କୁ ଟ୍ରାଇସାଇକେଲ, ହୁଇଲଚେୟାର, ଶ୍ରବଣଯନ୍ତ୍ର, ଚଷମା ଆଦି ସହାୟକ ଉପକରଣ ମାଗଣାରେ ଯୋଗାଇ ଦିଆଯାଉଛି । — [1151, 1874, 1481, 1901]
tender-item: 1- NIT No. OMC-4751 Name of the work: Operational Assistance for Housekeeping and Miscellaneous Jobs in Pot Lines. — [1150, 570, 1482, 613]
paper-name: ଧରିତ୍ରୀ — [60, 18, 157, 54]
company-name: BHARAT SANCHAR NIGAM LIMITED — [1206, 1017, 1459, 1033]
dateline: ରାଉରକେଲା ଅପିସ,୨।୧୨: — [201, 727, 377, 748]
article-body: ଏହି ଘଟଣାକ୍ରମ ପରେ ଜିଲ୍ଲା ରାଜନୀତିରେ ନୂଆ ସମୀକରଣ ସୃଷ୍ଟି ହୋଇଛି । ଆସନ୍ତା କିଛି ଦିନ ମଧ୍ୟରେ ଆହୁରି କେତେକ ଗୁରୁତ୍ୱପୂର୍ଣ୍ଣ ଘୋଷଣା ହେବାର ସମ୍ଭାବନା ରହିଛି ବୋଲି ଦଳୀୟ ସୂତ୍ରରୁ ସୂଚନା ମିଳିଛି । — [181, 2116, 360, 2192]
notice-bullet: ଭିନ୍ନକ୍ଷମ ଛାତ୍ରଛାତ୍ରୀଙ୍କ ପାଇଁ ପରିବହନ ଭତ୍ତା ଓ ଏସ୍କର୍ଟ ଭତ୍ତା ପ୍ରଦାନ କରାଯାଉଛି । — [1151, 1905, 1481, 1932]
article-headline: ବିଜେଡି ବ୍ଲକ ସଭାପତି ପଦ ଛାଡ଼ିଲେ — [272, 1349, 910, 1403]
srikant-jena-photo — [8, 768, 164, 918]
article-body: ଏହି ଘଟଣାକ୍ରମ ପରେ ଜିଲ୍ଲା ରାଜନୀତିରେ ନୂଆ ସମୀକରଣ ସୃଷ୍ଟି ହୋଇଛି । ଆସନ୍ତା କିଛି ଦିନ ମଧ୍ୟରେ ଆହୁରି କେତେକ ଗୁରୁତ୍ୱପୂର୍ଣ୍ଣ ଘୋଷଣା ହେବାର ସମ୍ଭାବନା ରହିଛି ବୋଲି ଦଳୀୟ ସୂତ୍ରରୁ ସୂଚନା ମିଳିଛି । — [371, 1723, 741, 2230]
notice-bullet: ଅଭିଭାବକ ଓ ଶିକ୍ଷକମାନଙ୍କ ପାଇଁ ସଚେତନତା ତଥା ତାଲିମ କାର୍ଯ୍ୟକ୍ରମ ଅନୁଷ୍ଠିତ ହେଉଛି । — [1151, 1988, 1481, 2015]
article-body: ଏହି ଯାତ୍ରାରେ ସେମାନେ ୨୧ଟି ଦେଶର ପ୍ରମୁଖ ସହରରେ ଅବତରଣ କରିବେ ଏବଂ ସେଠାରେ ଭାରତୀୟ ସଂସ୍କୃତିର ପ୍ରଚାର କରିବେ । ପ୍ରତ୍ୟେକ ଦେଶରେ ଛାତ୍ରଛାତ୍ରୀଙ୍କ ସହ ମତ ବିନିମୟ କାର୍ଯ୍ୟକ୍ରମ ମଧ୍ୟ ରହିଛି । ଏହି ଅଭିଯାନ ସଫଳ ହେଲେ ଏହା ଏକ ବିଶ୍ୱ ରେକର୍ଡ ହେବ ବୋଲି କୁହାଯାଉଛି । — [954, 421, 1121, 544]
notice-body: Wax/PVC sealed tenders are invited by Sr. General Manager (NWO-CM), BSNL, Odisha Telecom Circle, Bhubaneswar from bonafide suppliers for "Supply of LC-LC Single Mode Duplex armored patch cord in armored PVC coated cable of 50 mtrs / 60 mtrs". Last date and time for submission of tender is dt.16.12.2017, 13:00 Hrs. For more details please log on to www.odisha.bsnl.co.in or contact SDE(O&M) on Telephone no. 0674-2506332. — [1150, 1090, 1482, 1180]
bullet-square-icon — [1151, 1816, 1158, 1823]
